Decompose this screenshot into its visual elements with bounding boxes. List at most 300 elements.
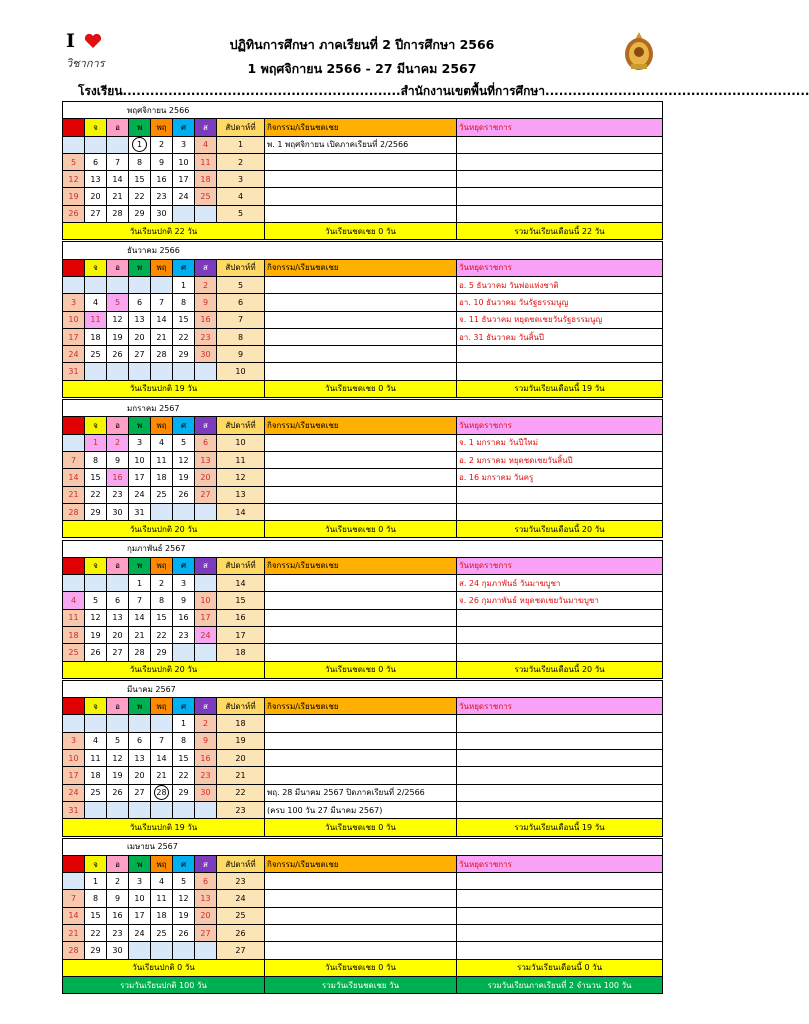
day-cell: 6 — [195, 873, 217, 890]
week-number: 10 — [217, 434, 265, 451]
activity-cell — [265, 907, 457, 924]
day-cell: 9 — [151, 153, 173, 170]
week-row — [63, 171, 663, 188]
day-cell: 12 — [107, 311, 129, 328]
page-title: ปฏิทินการศึกษา ภาคเรียนที่ 2 ปีการศึกษา 2566 — [229, 37, 495, 52]
holiday-cell — [457, 136, 663, 153]
week-number: 15 — [217, 592, 265, 609]
holiday-cell — [457, 363, 663, 380]
day-cell — [107, 136, 129, 153]
ministry-emblem-icon — [623, 30, 655, 72]
activity-cell — [265, 294, 457, 311]
day-cell: 1 — [85, 873, 107, 890]
month-name: พฤศจิกายน 2566 — [63, 102, 663, 119]
week-number: 2 — [217, 153, 265, 170]
activity-cell — [265, 942, 457, 959]
day-cell: 29 — [129, 205, 151, 222]
day-cell: 22 — [85, 925, 107, 942]
day-cell: 23 — [195, 767, 217, 784]
day-cell: 8 — [129, 153, 151, 170]
day-cell: 8 — [151, 592, 173, 609]
activity-cell — [265, 363, 457, 380]
week-row — [63, 750, 663, 767]
week-number: 10 — [217, 363, 265, 380]
day-cell: 16 — [195, 311, 217, 328]
day-cell: 22 — [151, 626, 173, 643]
week-row — [63, 767, 663, 784]
day-cell: 13 — [195, 890, 217, 907]
day-cell: 14 — [129, 609, 151, 626]
activity-cell: พ. 1 พฤศจิกายน เปิดภาคเรียนที่ 2/2566 — [265, 136, 457, 153]
day-cell — [107, 575, 129, 592]
day-cell: 10 — [195, 592, 217, 609]
day-cell: 19 — [85, 626, 107, 643]
week-row — [63, 925, 663, 942]
week-number: 1 — [217, 136, 265, 153]
holiday-cell: อา. 31 ธันวาคม วันสิ้นปี — [457, 328, 663, 345]
holiday-cell — [457, 732, 663, 749]
week-number: 5 — [217, 205, 265, 222]
day-cell: 21 — [129, 626, 151, 643]
day-cell: 29 — [151, 644, 173, 661]
footer-summary: วันเรียนปกติ 20 วัน — [63, 661, 265, 678]
heart-icon — [84, 33, 102, 49]
day-cell: 28 — [129, 644, 151, 661]
day-cell: 14 — [107, 171, 129, 188]
day-cell: 18 — [151, 469, 173, 486]
holiday-cell — [457, 942, 663, 959]
activity-cell — [265, 575, 457, 592]
day-header: พฤ — [151, 119, 173, 136]
activity-cell — [265, 451, 457, 468]
day-cell — [63, 873, 85, 890]
holiday-cell — [457, 890, 663, 907]
day-cell: 24 — [173, 188, 195, 205]
day-cell: 16 — [151, 171, 173, 188]
day-cell: 6 — [107, 592, 129, 609]
day-header: อา — [63, 417, 85, 434]
day-cell: 30 — [195, 784, 217, 801]
day-cell: 5 — [173, 873, 195, 890]
day-cell — [63, 434, 85, 451]
day-cell: 20 — [195, 469, 217, 486]
day-header: อา — [63, 557, 85, 574]
week-header: สัปดาห์ที่ — [217, 119, 265, 136]
holiday-header: วันหยุดราชการ — [457, 417, 663, 434]
week-number: 4 — [217, 188, 265, 205]
footer-summary: วันเรียนปกติ 20 วัน — [63, 521, 265, 538]
day-header: อา — [63, 259, 85, 276]
day-cell: 13 — [129, 750, 151, 767]
holiday-cell: อ. 5 ธันวาคม วันพ่อแห่งชาติ — [457, 276, 663, 293]
day-cell: 17 — [173, 171, 195, 188]
day-cell: 11 — [85, 750, 107, 767]
day-cell: 15 — [173, 311, 195, 328]
day-cell — [107, 715, 129, 732]
day-header: จ — [85, 855, 107, 872]
day-cell: 8 — [173, 732, 195, 749]
week-header: สัปดาห์ที่ — [217, 557, 265, 574]
day-cell: 27 — [195, 925, 217, 942]
day-cell: 9 — [107, 890, 129, 907]
holiday-cell: จ. 1 มกราคม วันปีใหม่ — [457, 434, 663, 451]
day-cell: 6 — [85, 153, 107, 170]
day-cell: 1 — [129, 575, 151, 592]
activity-cell — [265, 890, 457, 907]
week-header: สัปดาห์ที่ — [217, 698, 265, 715]
week-number: 3 — [217, 171, 265, 188]
week-number: 5 — [217, 276, 265, 293]
circled-date: 1 — [132, 137, 147, 152]
day-cell: 9 — [173, 592, 195, 609]
week-row — [63, 942, 663, 959]
activity-cell — [265, 171, 457, 188]
day-cell: 7 — [63, 451, 85, 468]
day-header: ส — [195, 855, 217, 872]
footer-summary: วันเรียนชดเชย 0 วัน — [265, 521, 457, 538]
day-header: จ — [85, 557, 107, 574]
day-cell — [195, 503, 217, 520]
month-name: เมษายน 2567 — [63, 838, 663, 855]
day-cell: 5 — [107, 294, 129, 311]
day-cell — [173, 644, 195, 661]
day-cell: 4 — [85, 294, 107, 311]
day-cell: 15 — [151, 609, 173, 626]
activity-cell — [265, 767, 457, 784]
week-row — [63, 294, 663, 311]
day-cell: 19 — [63, 188, 85, 205]
day-header: ส — [195, 417, 217, 434]
day-cell — [195, 644, 217, 661]
day-cell: 7 — [151, 732, 173, 749]
day-cell: 14 — [63, 907, 85, 924]
day-cell: 13 — [85, 171, 107, 188]
day-cell: 31 — [129, 503, 151, 520]
week-header: สัปดาห์ที่ — [217, 417, 265, 434]
day-cell: 18 — [85, 328, 107, 345]
day-cell — [85, 715, 107, 732]
week-row — [63, 136, 663, 153]
holiday-cell — [457, 486, 663, 503]
week-row — [63, 346, 663, 363]
day-cell: 10 — [129, 451, 151, 468]
activity-header: กิจกรรม/เรียนชดเชย — [265, 698, 457, 715]
day-cell: 17 — [63, 328, 85, 345]
week-row — [63, 715, 663, 732]
day-cell — [195, 205, 217, 222]
day-cell: 22 — [173, 767, 195, 784]
day-cell: 4 — [63, 592, 85, 609]
week-row — [63, 732, 663, 749]
logo-letter: I — [66, 30, 75, 52]
day-cell: 14 — [151, 311, 173, 328]
week-number: 19 — [217, 732, 265, 749]
day-cell: 17 — [129, 907, 151, 924]
day-cell: 20 — [129, 767, 151, 784]
day-cell: 30 — [151, 205, 173, 222]
holiday-cell — [457, 801, 663, 818]
day-cell: 14 — [151, 750, 173, 767]
month-table — [62, 101, 663, 240]
day-cell: 12 — [85, 609, 107, 626]
day-cell: 11 — [195, 153, 217, 170]
page-header — [0, 0, 809, 100]
week-row — [63, 907, 663, 924]
day-cell: 20 — [85, 188, 107, 205]
week-row — [63, 609, 663, 626]
day-cell: 28 — [107, 205, 129, 222]
day-cell: 27 — [85, 205, 107, 222]
activity-cell — [265, 925, 457, 942]
month-table — [62, 680, 663, 837]
week-number: 23 — [217, 873, 265, 890]
activity-cell — [265, 715, 457, 732]
month-name: มีนาคม 2567 — [63, 680, 663, 697]
week-number: 16 — [217, 609, 265, 626]
day-cell: 2 — [195, 276, 217, 293]
week-row — [63, 784, 663, 801]
holiday-header: วันหยุดราชการ — [457, 119, 663, 136]
day-cell: 26 — [63, 205, 85, 222]
term-total: รวมวันเรียนปกติ 100 วัน — [63, 976, 265, 993]
day-cell: 11 — [63, 609, 85, 626]
day-cell — [195, 575, 217, 592]
day-cell — [85, 801, 107, 818]
day-cell: 5 — [85, 592, 107, 609]
holiday-cell — [457, 644, 663, 661]
week-number: 22 — [217, 784, 265, 801]
day-cell: 12 — [173, 451, 195, 468]
day-cell: 24 — [129, 925, 151, 942]
day-cell: 15 — [85, 907, 107, 924]
day-cell: 29 — [173, 346, 195, 363]
day-header: ส — [195, 259, 217, 276]
week-row — [63, 311, 663, 328]
day-cell: 4 — [151, 434, 173, 451]
day-cell: 29 — [173, 784, 195, 801]
day-cell: 23 — [151, 188, 173, 205]
activity-cell — [265, 626, 457, 643]
day-cell: 30 — [107, 503, 129, 520]
week-number: 18 — [217, 644, 265, 661]
activity-cell — [265, 153, 457, 170]
day-header: จ — [85, 259, 107, 276]
day-cell: 10 — [63, 311, 85, 328]
day-cell: 24 — [195, 626, 217, 643]
day-header: อ — [107, 119, 129, 136]
day-cell: 1 — [173, 715, 195, 732]
logo-subtext: วิชาการ — [66, 57, 105, 70]
footer-summary: วันเรียนชดเชย 0 วัน — [265, 223, 457, 240]
week-row — [63, 153, 663, 170]
day-cell — [173, 801, 195, 818]
day-cell: 20 — [107, 626, 129, 643]
day-cell — [129, 363, 151, 380]
week-row — [63, 486, 663, 503]
week-row — [63, 451, 663, 468]
day-cell — [63, 276, 85, 293]
calendar-tables — [62, 101, 662, 996]
day-cell: 11 — [85, 311, 107, 328]
week-number: 21 — [217, 767, 265, 784]
day-header: อ — [107, 698, 129, 715]
day-cell: 10 — [63, 750, 85, 767]
day-header: ศ — [173, 557, 195, 574]
holiday-cell — [457, 925, 663, 942]
day-cell — [173, 942, 195, 959]
day-header: อา — [63, 698, 85, 715]
term-total: รวมวันเรียนภาคเรียนที่ 2 จำนวน 100 วัน — [457, 976, 663, 993]
holiday-cell — [457, 346, 663, 363]
footer-summary: รวมวันเรียนเดือนนี้ 22 วัน — [457, 223, 663, 240]
day-cell: 21 — [151, 328, 173, 345]
day-cell: 4 — [195, 136, 217, 153]
day-cell: 31 — [63, 363, 85, 380]
day-cell — [129, 715, 151, 732]
activity-cell — [265, 592, 457, 609]
day-cell: 2 — [107, 434, 129, 451]
week-header: สัปดาห์ที่ — [217, 855, 265, 872]
holiday-cell: จ. 26 กุมภาพันธ์ หยุดชดเชยวันมาฆบูชา — [457, 592, 663, 609]
day-cell — [173, 503, 195, 520]
holiday-cell: อ. 2 มกราคม หยุดชดเชยวันสิ้นปี — [457, 451, 663, 468]
month-table — [62, 540, 663, 679]
day-cell: 26 — [107, 784, 129, 801]
day-cell: 7 — [129, 592, 151, 609]
day-cell — [151, 942, 173, 959]
day-header: พ — [129, 417, 151, 434]
day-cell: 18 — [63, 626, 85, 643]
week-row — [63, 801, 663, 818]
day-header: พฤ — [151, 417, 173, 434]
holiday-header: วันหยุดราชการ — [457, 855, 663, 872]
day-header: ส — [195, 119, 217, 136]
week-row — [63, 205, 663, 222]
holiday-cell — [457, 784, 663, 801]
week-number: 14 — [217, 575, 265, 592]
holiday-cell — [457, 188, 663, 205]
week-row — [63, 434, 663, 451]
week-row — [63, 276, 663, 293]
day-cell: 3 — [63, 294, 85, 311]
day-cell — [63, 575, 85, 592]
activity-cell — [265, 311, 457, 328]
day-header: ส — [195, 557, 217, 574]
day-cell: 18 — [85, 767, 107, 784]
day-cell: 16 — [107, 469, 129, 486]
footer-summary: วันเรียนชดเชย 0 วัน — [265, 661, 457, 678]
day-cell — [151, 276, 173, 293]
day-cell — [151, 801, 173, 818]
day-cell — [195, 942, 217, 959]
day-cell: 3 — [63, 732, 85, 749]
day-cell: 28 — [63, 942, 85, 959]
activity-cell — [265, 469, 457, 486]
week-number: 18 — [217, 715, 265, 732]
day-cell: 29 — [85, 942, 107, 959]
footer-summary: รวมวันเรียนเดือนนี้ 20 วัน — [457, 521, 663, 538]
day-cell: 26 — [85, 644, 107, 661]
day-header: จ — [85, 417, 107, 434]
day-cell: 18 — [151, 907, 173, 924]
activity-header: กิจกรรม/เรียนชดเชย — [265, 119, 457, 136]
day-cell: 9 — [195, 732, 217, 749]
week-number: 24 — [217, 890, 265, 907]
day-cell: 25 — [85, 784, 107, 801]
day-cell: 25 — [85, 346, 107, 363]
day-cell — [85, 136, 107, 153]
day-header: จ — [85, 698, 107, 715]
day-cell: 2 — [195, 715, 217, 732]
day-cell — [85, 363, 107, 380]
day-cell: 6 — [195, 434, 217, 451]
day-cell: 19 — [173, 907, 195, 924]
week-number: 17 — [217, 626, 265, 643]
day-cell: 1 — [85, 434, 107, 451]
activity-cell — [265, 644, 457, 661]
day-cell: 25 — [151, 486, 173, 503]
day-cell — [107, 276, 129, 293]
footer-summary: วันเรียนปกติ 19 วัน — [63, 380, 265, 397]
footer-summary: วันเรียนชดเชย 0 วัน — [265, 819, 457, 836]
day-header: อา — [63, 855, 85, 872]
activity-header: กิจกรรม/เรียนชดเชย — [265, 259, 457, 276]
holiday-cell — [457, 171, 663, 188]
day-cell — [129, 801, 151, 818]
day-header: พ — [129, 855, 151, 872]
activity-cell — [265, 276, 457, 293]
day-cell: 22 — [129, 188, 151, 205]
day-header: พ — [129, 698, 151, 715]
week-number: 12 — [217, 469, 265, 486]
holiday-cell: อ. 16 มกราคม วันครู — [457, 469, 663, 486]
footer-summary: วันเรียนปกติ 0 วัน — [63, 959, 265, 976]
day-cell: 13 — [195, 451, 217, 468]
day-cell — [107, 801, 129, 818]
activity-cell — [265, 328, 457, 345]
day-cell: 19 — [107, 767, 129, 784]
day-cell: 20 — [129, 328, 151, 345]
footer-summary: รวมวันเรียนเดือนนี้ 20 วัน — [457, 661, 663, 678]
holiday-cell — [457, 767, 663, 784]
holiday-cell — [457, 750, 663, 767]
day-cell: 8 — [85, 890, 107, 907]
day-header: อา — [63, 119, 85, 136]
day-cell: 10 — [173, 153, 195, 170]
day-cell: 25 — [63, 644, 85, 661]
day-header: อ — [107, 259, 129, 276]
day-cell: 20 — [195, 907, 217, 924]
week-row — [63, 890, 663, 907]
day-header: พฤ — [151, 557, 173, 574]
day-cell: 30 — [107, 942, 129, 959]
day-cell: 7 — [63, 890, 85, 907]
week-number: 11 — [217, 451, 265, 468]
day-cell: 15 — [85, 469, 107, 486]
holiday-header: วันหยุดราชการ — [457, 259, 663, 276]
day-header: พ — [129, 259, 151, 276]
day-cell — [63, 715, 85, 732]
day-cell: 23 — [107, 925, 129, 942]
week-number: 7 — [217, 311, 265, 328]
day-cell: 6 — [129, 732, 151, 749]
day-cell: 27 — [107, 644, 129, 661]
day-cell: 2 — [151, 575, 173, 592]
activity-header: กิจกรรม/เรียนชดเชย — [265, 557, 457, 574]
day-cell: 16 — [195, 750, 217, 767]
day-cell: 28 — [151, 346, 173, 363]
week-number: 23 — [217, 801, 265, 818]
